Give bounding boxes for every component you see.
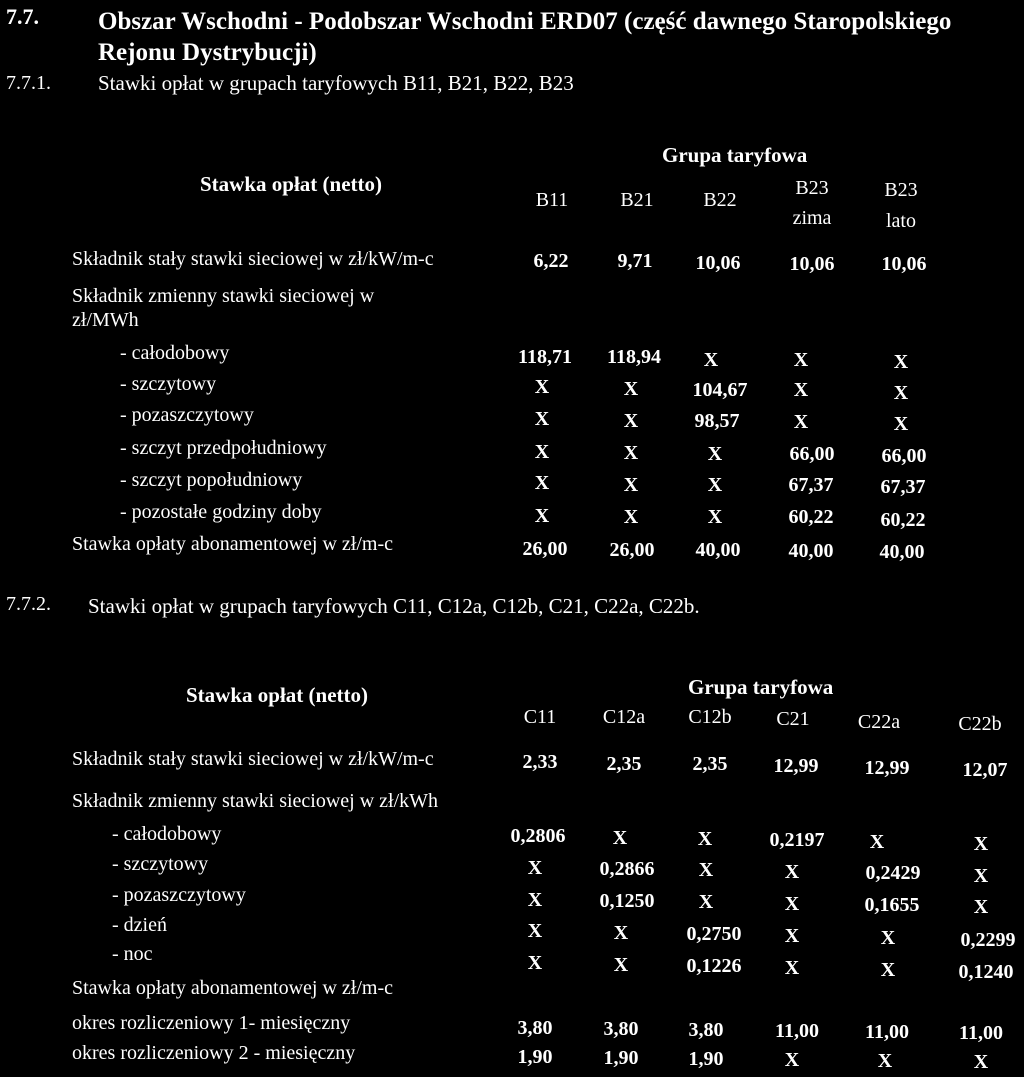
cell: X (707, 506, 723, 528)
cell: 60,22 (788, 506, 834, 528)
cell: X (869, 831, 885, 853)
table2-col-c12b: C12b (688, 706, 732, 728)
cell: 2,33 (522, 751, 558, 773)
table1-col-b23-winter-sub: zima (792, 207, 832, 229)
row-label: - szczyt popołudniowy (120, 469, 303, 491)
subsection-2-title: Stawki opłat w grupach taryfowych C11, C12a, C12b, C21, C22a, C22b. (88, 594, 700, 618)
cell: 9,71 (617, 250, 653, 272)
cell: 0,2197 (769, 829, 825, 851)
cell: X (707, 443, 723, 465)
table1-col-b23-summer-sub: lato (886, 210, 916, 232)
cell: X (623, 474, 639, 496)
cell: X (784, 861, 800, 883)
cell: X (623, 378, 639, 400)
cell: 67,37 (880, 476, 926, 498)
cell: X (623, 410, 639, 432)
cell: 60,22 (880, 509, 926, 531)
cell: 98,57 (694, 410, 740, 432)
cell: X (534, 408, 550, 430)
row-label-continued: zł/MWh (72, 309, 139, 331)
cell: X (973, 896, 989, 918)
row-label: - dzień (112, 914, 167, 936)
row-label: Stawka opłaty abonamentowej w zł/m-c (72, 533, 394, 555)
cell: 3,80 (517, 1017, 553, 1039)
cell: 104,67 (692, 379, 748, 401)
cell: X (534, 505, 550, 527)
row-label: - pozaszczytowy (112, 884, 246, 906)
cell: 1,90 (517, 1046, 553, 1068)
row-label: - pozaszczytowy (120, 404, 254, 426)
cell: X (698, 859, 714, 881)
table2-rate-header: Stawka opłat (netto) (186, 683, 368, 707)
cell: 12,99 (773, 755, 819, 777)
row-label: - szczytowy (112, 853, 209, 875)
row-label: Składnik stały stawki sieciowej w zł/kW/m-c (72, 748, 434, 770)
cell: 0,2299 (960, 929, 1016, 951)
subsection-1-number: 7.7.1. (6, 72, 51, 94)
table1-col-b21: B21 (620, 189, 654, 211)
cell: X (623, 506, 639, 528)
table1-col-b23-summer: B23 (884, 179, 918, 201)
table1-rate-header: Stawka opłat (netto) (200, 172, 382, 196)
cell: X (623, 442, 639, 464)
cell: X (893, 351, 909, 373)
cell: 10,06 (789, 253, 835, 275)
cell: 66,00 (881, 445, 927, 467)
row-label: Składnik stały stawki sieciowej w zł/kW/m-c (72, 248, 434, 270)
cell: 11,00 (959, 1022, 1003, 1044)
cell: 6,22 (533, 250, 569, 272)
cell: 1,90 (603, 1047, 639, 1069)
cell: X (880, 927, 896, 949)
cell: 0,1226 (686, 955, 742, 977)
table2-col-c21: C21 (776, 708, 810, 730)
cell: 10,06 (881, 253, 927, 275)
table2-col-c12a: C12a (602, 706, 646, 728)
table1-col-b22: B22 (703, 189, 737, 211)
cell: X (698, 891, 714, 913)
cell: X (527, 952, 543, 974)
section-title: Obszar Wschodni - Podobszar Wschodni ERD07 (część dawnego Staropolskiego Rejonu Dystrybucji) (98, 8, 952, 66)
cell: 0,2866 (599, 858, 655, 880)
table2-col-c22a: C22a (857, 711, 901, 733)
row-label: Składnik zmienny stawki sieciowej w zł/kWh (72, 790, 439, 812)
table1-col-b11: B11 (535, 189, 569, 211)
cell: 12,99 (864, 757, 910, 779)
cell: 11,00 (775, 1020, 819, 1042)
cell: 118,94 (607, 346, 661, 368)
cell: X (877, 1050, 893, 1072)
cell: 0,1655 (864, 894, 920, 916)
subsection-1-title: Stawki opłat w grupach taryfowych B11, B21, B22, B23 (98, 71, 574, 95)
row-label: - szczyt przedpołudniowy (120, 437, 327, 459)
cell: X (527, 857, 543, 879)
cell: X (784, 893, 800, 915)
row-label: - szczytowy (120, 373, 217, 395)
cell: X (784, 957, 800, 979)
cell: X (534, 472, 550, 494)
row-label: okres rozliczeniowy 1- miesięczny (72, 1012, 351, 1034)
cell: X (707, 474, 723, 496)
cell: 40,00 (879, 541, 925, 563)
cell: X (697, 828, 713, 850)
cell: X (893, 382, 909, 404)
cell: 3,80 (603, 1018, 639, 1040)
row-label: - całodobowy (120, 342, 230, 364)
row-label: - pozostałe godziny doby (120, 501, 322, 523)
cell: 1,90 (688, 1048, 724, 1070)
cell: X (784, 1049, 800, 1071)
cell: X (973, 833, 989, 855)
cell: X (703, 349, 719, 371)
table2-group-header: Grupa taryfowa (688, 675, 834, 699)
cell: 2,35 (606, 753, 642, 775)
cell: X (793, 349, 809, 371)
cell: X (784, 925, 800, 947)
cell: 40,00 (788, 540, 834, 562)
cell: X (880, 959, 896, 981)
cell: X (613, 922, 629, 944)
cell: 12,07 (962, 759, 1008, 781)
cell: 10,06 (695, 252, 741, 274)
cell: 118,71 (518, 346, 572, 368)
cell: 67,37 (788, 474, 834, 496)
cell: 0,2750 (686, 923, 742, 945)
cell: X (534, 376, 550, 398)
cell: 0,1240 (958, 961, 1014, 983)
cell: 11,00 (865, 1021, 909, 1043)
section-number: 7.7. (6, 4, 39, 29)
row-label: - noc (112, 943, 153, 965)
table1-col-b23-winter: B23 (795, 177, 829, 199)
cell: X (613, 954, 629, 976)
cell: X (612, 827, 628, 849)
cell: X (793, 379, 809, 401)
cell: 26,00 (609, 539, 655, 561)
cell: X (973, 1051, 989, 1073)
cell: 2,35 (692, 753, 728, 775)
row-label: - całodobowy (112, 823, 222, 845)
row-label: okres rozliczeniowy 2 - miesięczny (72, 1042, 356, 1064)
cell: X (527, 920, 543, 942)
cell: X (793, 411, 809, 433)
cell: X (527, 889, 543, 911)
cell: 40,00 (695, 539, 741, 561)
table1-group-header: Grupa taryfowa (662, 143, 808, 167)
cell: 3,80 (688, 1019, 724, 1041)
table2-col-c22b: C22b (958, 713, 1002, 735)
cell: X (893, 413, 909, 435)
cell: X (534, 441, 550, 463)
row-label: Składnik zmienny stawki sieciowej w (72, 285, 375, 307)
subsection-2-number: 7.7.2. (6, 593, 51, 615)
cell: 0,2806 (510, 825, 566, 847)
row-label: Stawka opłaty abonamentowej w zł/m-c (72, 977, 394, 999)
cell: 0,2429 (865, 862, 921, 884)
cell: 26,00 (522, 538, 568, 560)
table2-col-c11: C11 (523, 706, 557, 728)
cell: 0,1250 (599, 890, 655, 912)
cell: 66,00 (789, 443, 835, 465)
cell: X (973, 865, 989, 887)
